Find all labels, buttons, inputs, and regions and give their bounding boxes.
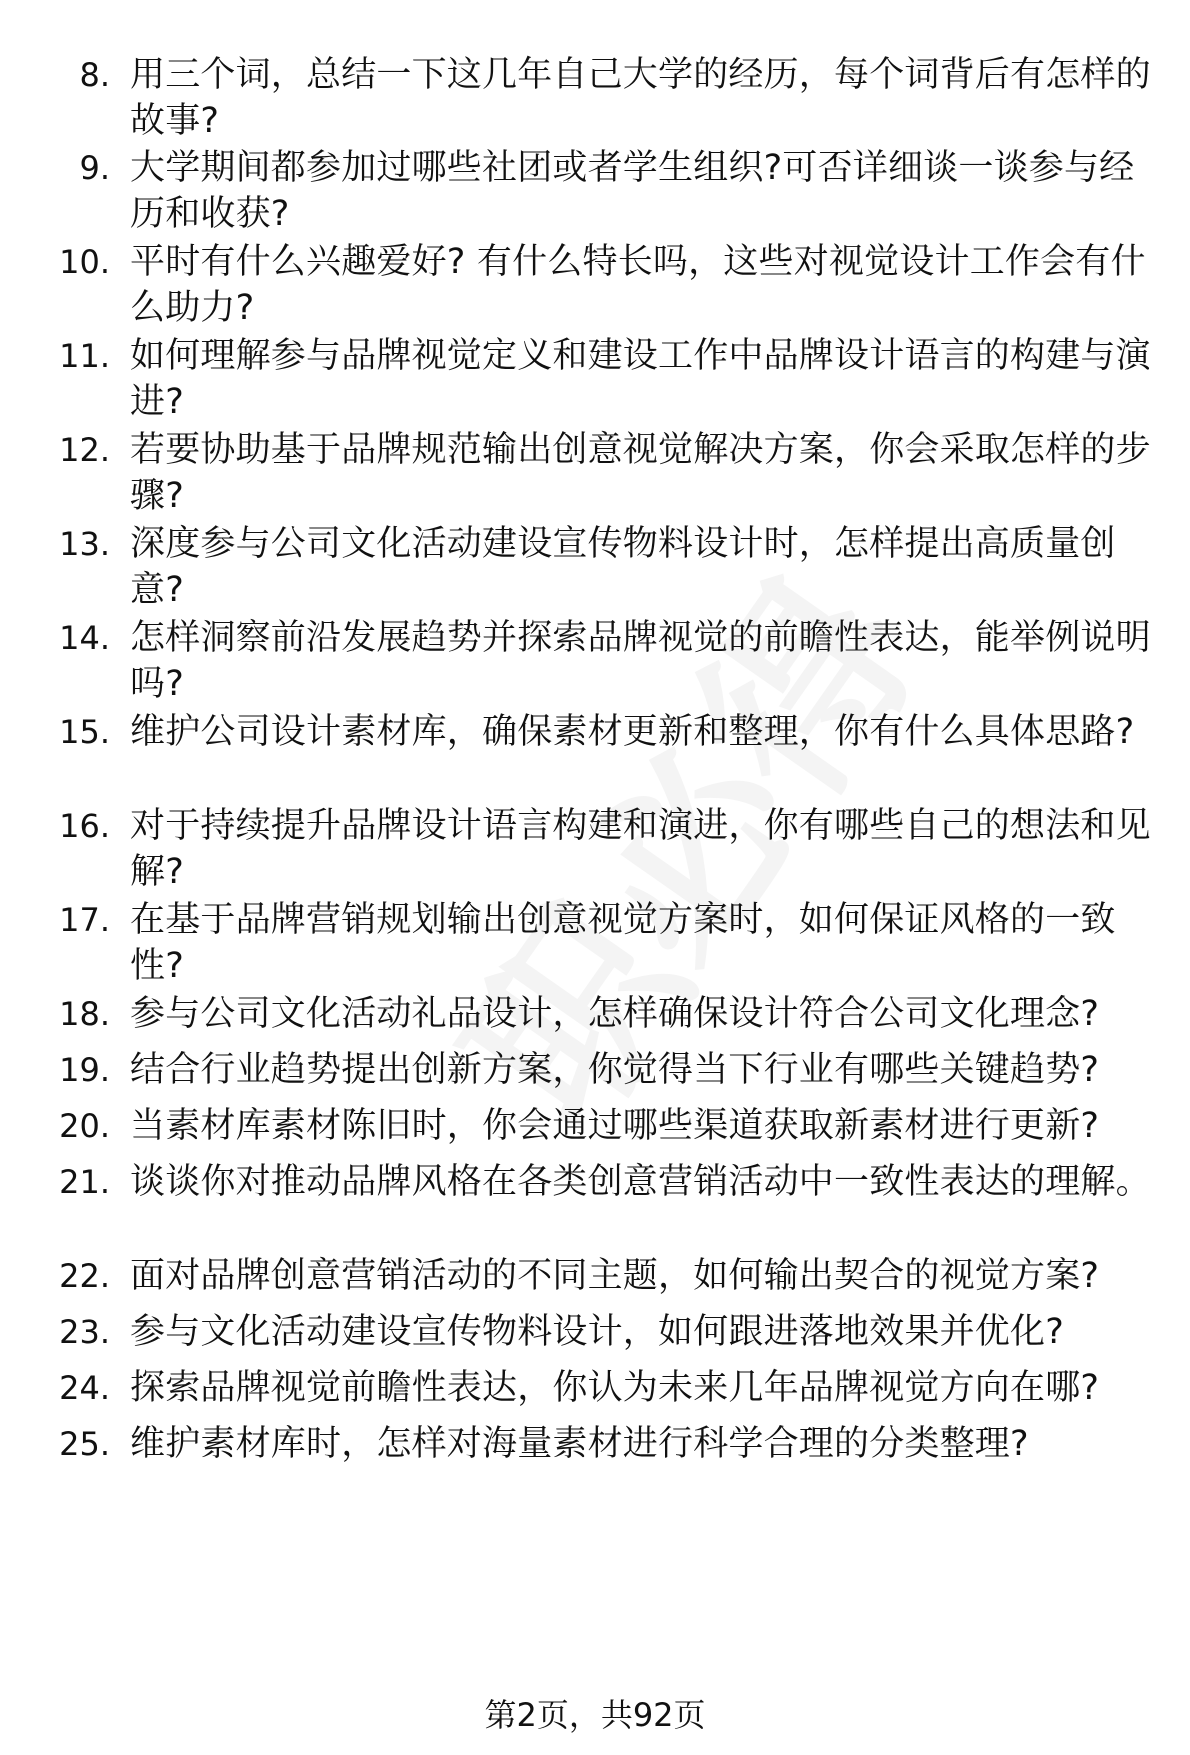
question-text: 面对品牌创意营销活动的不同主题，如何输出契合的视觉方案? (130, 1256, 1100, 1296)
question-number: 15. (59, 713, 110, 751)
question-text: 对于持续提升品牌设计语言构建和演进，你有哪些自己的想法和见解? (130, 806, 1151, 892)
question-text: 维护公司设计素材库，确保素材更新和整理，你有什么具体思路? (130, 712, 1135, 752)
question-text: 怎样洞察前沿发展趋势并探索品牌视觉的前瞻性表达，能举例说明吗? (130, 618, 1151, 704)
question-text: 如何理解参与品牌视觉定义和建设工作中品牌设计语言的构建与演进? (130, 336, 1151, 422)
question-number: 19. (59, 1051, 110, 1089)
question-text: 当素材库素材陈旧时，你会通过哪些渠道获取新素材进行更新? (130, 1106, 1100, 1146)
question-text: 在基于品牌营销规划输出创意视觉方案时，如何保证风格的一致性? (130, 900, 1116, 986)
question-number: 17. (59, 901, 110, 939)
question-number: 20. (59, 1107, 110, 1145)
question-text: 大学期间都参加过哪些社团或者学生组织?可否详细谈一谈参与经历和收获? (130, 148, 1135, 234)
question-text: 用三个词，总结一下这几年自己大学的经历，每个词背后有怎样的故事? (130, 55, 1151, 141)
question-number: 10. (59, 243, 110, 281)
question-text: 深度参与公司文化活动建设宣传物料设计时，怎样提出高质量创意? (130, 524, 1116, 610)
question-number: 21. (59, 1163, 110, 1201)
question-text: 若要协助基于品牌规范输出创意视觉解决方案，你会采取怎样的步骤? (130, 430, 1151, 516)
question-number: 14. (59, 619, 110, 657)
question-text: 结合行业趋势提出创新方案，你觉得当下行业有哪些关键趋势? (130, 1050, 1100, 1090)
question-text: 参与文化活动建设宣传物料设计，如何跟进落地效果并优化? (130, 1312, 1064, 1352)
question-number: 11. (59, 337, 110, 375)
question-number: 18. (59, 995, 110, 1033)
question-number: 8. (79, 56, 110, 94)
question-text: 参与公司文化活动礼品设计，怎样确保设计符合公司文化理念? (130, 994, 1100, 1034)
question-text: 维护素材库时，怎样对海量素材进行科学合理的分类整理? (130, 1424, 1029, 1464)
question-number: 13. (59, 525, 110, 563)
question-number: 9. (79, 149, 110, 187)
question-text: 谈谈你对推动品牌风格在各类创意营销活动中一致性表达的理解。 (130, 1162, 1151, 1202)
question-number: 22. (59, 1257, 110, 1295)
question-number: 25. (59, 1425, 110, 1463)
question-number: 24. (59, 1369, 110, 1407)
question-number: 12. (59, 431, 110, 469)
page-footer: 第2页，共92页 (484, 1696, 706, 1734)
question-number: 16. (59, 807, 110, 845)
question-text: 探索品牌视觉前瞻性表达，你认为未来几年品牌视觉方向在哪? (130, 1368, 1100, 1408)
question-text: 平时有什么兴趣爱好? 有什么特长吗，这些对视觉设计工作会有什么助力? (130, 242, 1146, 328)
question-number: 23. (59, 1313, 110, 1351)
